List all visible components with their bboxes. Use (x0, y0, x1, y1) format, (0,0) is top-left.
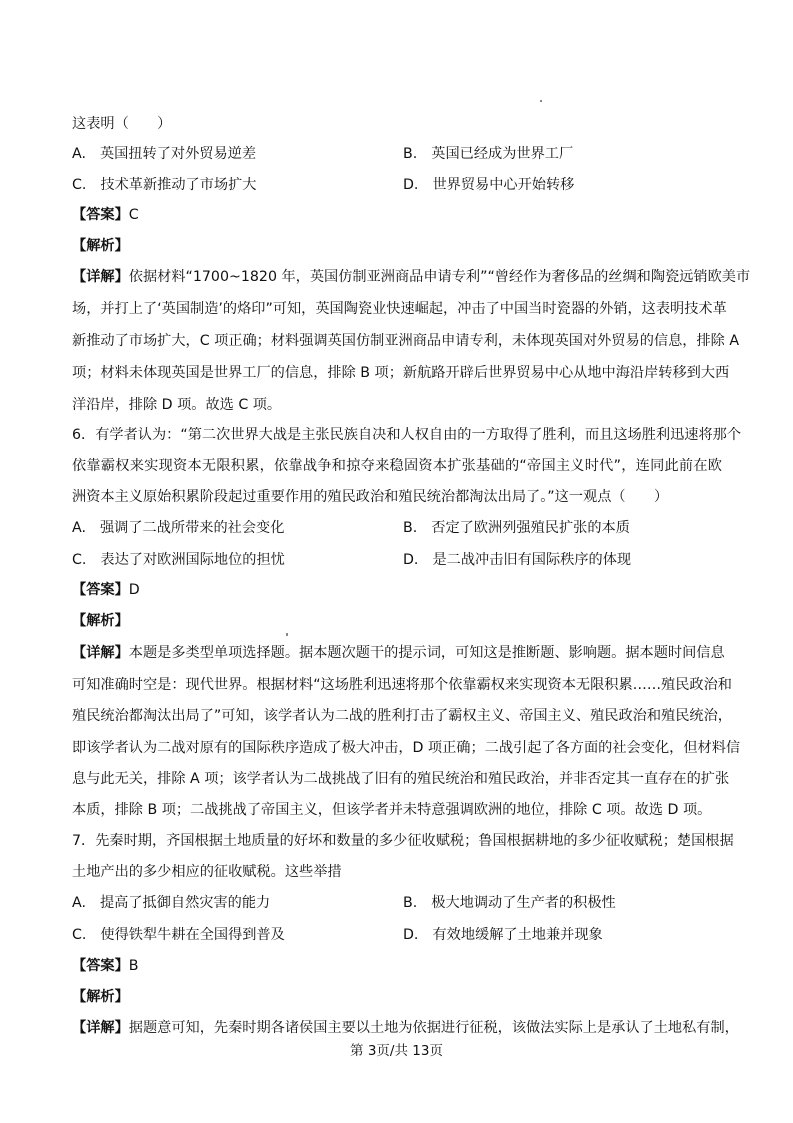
option-letter: B. (403, 146, 418, 162)
question-5-detail-line: 新推动了市场扩大，C 项正确；材料强调英国仿制亚洲商品申请专利，未体现英国对外贸易的信息，排除 A (72, 333, 740, 349)
detail-tag: 【详解】 (72, 269, 129, 285)
question-7-option-d (403, 925, 603, 945)
option-letter: D. (403, 927, 419, 943)
question-5-option-c (72, 175, 257, 195)
question-7-answer (72, 956, 139, 976)
detail-tag: 【详解】 (72, 645, 129, 661)
option-letter: A. (72, 895, 86, 911)
question-6-option-a (72, 518, 284, 538)
question-6-option-d (403, 550, 631, 570)
option-text: 极大地调动了生产者的积极性 (431, 895, 616, 911)
question-6-detail-line: 可知准确时空是：现代世界。根据材料“这场胜利迅速将那个依靠霸权来实现资本无限积累……殖民政治和 (72, 677, 732, 693)
detail-tag: 【详解】 (72, 1020, 129, 1036)
question-5-option-a (72, 144, 256, 164)
option-text: 使得铁犁牛耕在全国得到普及 (100, 927, 285, 943)
question-7-option-c (72, 925, 285, 945)
option-letter: D. (403, 177, 419, 193)
answer-value: D (128, 582, 140, 598)
option-text: 强调了二战所带来的社会变化 (99, 520, 285, 536)
question-7-stem-line: 土地产出的多少相应的征收赋税。这些举措 (72, 864, 342, 880)
option-text: 是二战冲击旧有国际秩序的体现 (432, 552, 632, 568)
analysis-tag: 【解析】 (72, 238, 129, 254)
question-6-stem-line: 洲资本主义原始积累阶段起过重要作用的殖民政治和殖民统治都淘汰出局了。”这一观点（ ） (72, 489, 669, 505)
answer-tag: 【答案】 (72, 582, 129, 598)
question-5-option-b (403, 144, 573, 164)
question-5-detail-line: 项；材料未体现英国是世界工厂的信息，排除 B 项；新航路开辟后世界贸易中心从地中海沿岸转移到大西 (72, 365, 730, 381)
option-letter: B. (403, 895, 418, 911)
option-text: 英国扭转了对外贸易逆差 (99, 146, 257, 162)
question-5-stem-tail: 这表明（ ） (72, 116, 172, 132)
option-letter: C. (72, 177, 87, 193)
scan-speck (540, 100, 542, 102)
question-7-option-a (72, 893, 270, 913)
question-7-option-b (403, 893, 616, 913)
analysis-tag: 【解析】 (72, 989, 129, 1005)
question-6-stem-line: 6．有学者认为：“第二次世界大战是主张民族自决和人权自由的一方取得了胜利，而且这场胜利迅速将那个 (72, 427, 742, 443)
question-7-analysis-tag (72, 987, 129, 1007)
question-5-analysis-tag (72, 236, 129, 256)
question-6-option-b (403, 518, 630, 538)
question-6-analysis-tag (72, 611, 129, 631)
option-text: 世界贸易中心开始转移 (432, 177, 575, 193)
scan-speck (286, 633, 288, 636)
question-5-detail-line (72, 267, 751, 287)
option-letter: D. (403, 552, 419, 568)
option-letter: C. (72, 927, 87, 943)
question-6-detail-line (72, 643, 725, 663)
option-letter: C. (72, 552, 87, 568)
question-6-answer (72, 580, 140, 600)
question-6-detail-line: 殖民统治都淘汰出局了”可知，该学者认为二战的胜利打击了霸权主义、帝国主义、殖民政治和殖民统治， (72, 708, 732, 724)
option-letter: A. (72, 146, 86, 162)
question-7-stem-line: 7．先秦时期，齐国根据土地质量的好坏和数量的多少征收赋税；鲁国根据耕地的多少征收赋税；楚国根据 (72, 833, 734, 849)
option-text: 提高了抵御自然灾害的能力 (99, 895, 271, 911)
question-5-detail-line: 洋沿岸，排除 D 项。故选 C 项。 (72, 397, 282, 413)
option-text: 有效地缓解了土地兼并现象 (432, 927, 603, 943)
page-footer: 第 3页/共 13页 (350, 1043, 443, 1059)
answer-value: C (128, 207, 139, 223)
analysis-tag: 【解析】 (72, 613, 129, 629)
detail-text: 据题意可知，先秦时期各诸侯国主要以土地为依据进行征税，该做法实际上是承认了土地私有制， (128, 1020, 739, 1036)
question-6-stem-line: 依靠霸权来实现资本无限积累，依靠战争和掠夺来稳固资本扩张基础的“帝国主义时代”，连同此前在欧 (72, 458, 722, 474)
option-letter: B. (403, 520, 418, 536)
question-6-detail-line: 息与此无关，排除 A 项；该学者认为二战挑战了旧有的殖民统治和殖民政治，并非否定其一直存在的扩张 (72, 771, 730, 787)
question-6-detail-line: 本质，排除 B 项；二战挑战了帝国主义，但该学者并未特意强调欧洲的地位，排除 C 项。故选 D 项。 (72, 802, 712, 818)
answer-value: B (128, 958, 139, 974)
detail-text: 本题是多类型单项选择题。据本题次题干的提示词，可知这是推断题、影响题。据本题时间信息 (128, 645, 725, 661)
detail-text: 依据材料“1700~1820 年，英国仿制亚洲商品申请专利”“曾经作为奢侈品的丝绸和陶瓷远销欧美市 (128, 269, 751, 285)
question-5-option-d (403, 175, 574, 195)
option-letter: A. (72, 520, 86, 536)
option-text: 英国已经成为世界工厂 (431, 146, 574, 162)
question-5-detail-line: 场，并打上了‘英国制造’的烙印”可知，英国陶瓷业快速崛起，冲击了中国当时瓷器的外销，这表明技术革 (72, 301, 727, 317)
option-text: 否定了欧洲列强殖民扩张的本质 (431, 520, 630, 536)
question-7-detail-line (72, 1018, 739, 1038)
option-text: 表达了对欧洲国际地位的担忧 (100, 552, 285, 568)
question-6-option-c (72, 550, 285, 570)
answer-tag: 【答案】 (72, 207, 129, 223)
question-6-detail-line: 即该学者认为二战对原有的国际秩序造成了极大冲击，D 项正确；二战引起了各方面的社会变化，但材料信 (72, 740, 741, 756)
answer-tag: 【答案】 (72, 958, 129, 974)
question-5-answer (72, 205, 139, 225)
option-text: 技术革新推动了市场扩大 (100, 177, 257, 193)
